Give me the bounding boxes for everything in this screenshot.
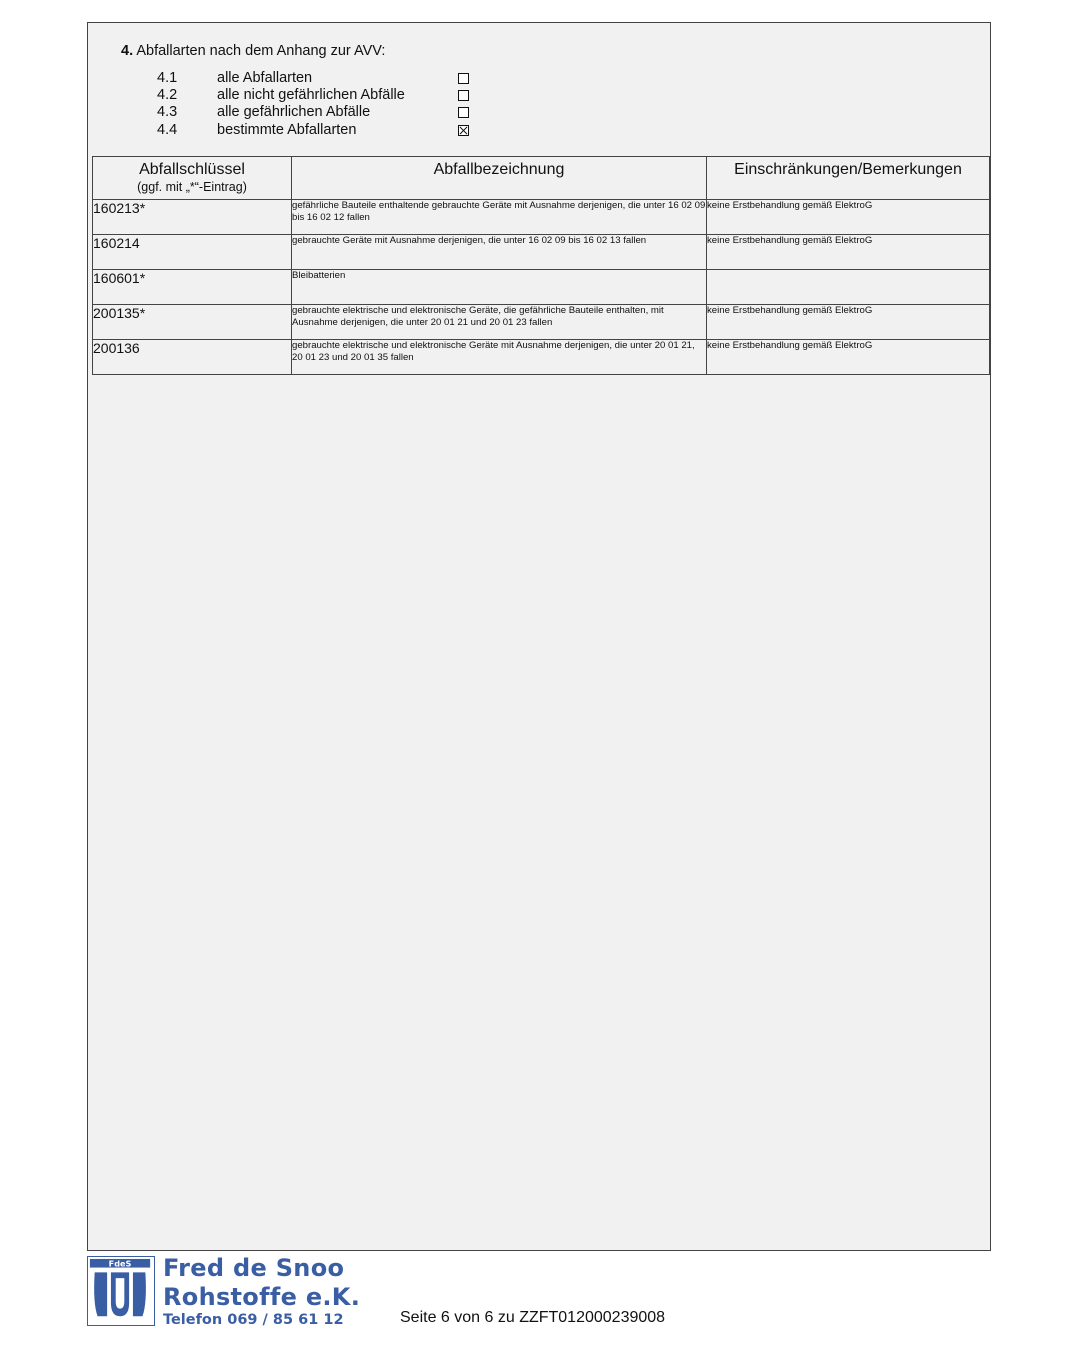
waste-description-cell: Bleibatterien [292,270,707,305]
table-row [93,200,990,235]
checkbox-non-hazardous[interactable] [458,90,469,101]
logo-letters: FdeS [108,1258,132,1269]
option-label: alle gefährlichen Abfälle [217,104,371,120]
remarks-cell: keine Erstbehandlung gemäß ElektroG [707,305,990,340]
remarks-cell: keine Erstbehandlung gemäß ElektroG [707,200,990,235]
option-label: bestimmte Abfallarten [217,122,357,138]
remarks-cell: keine Erstbehandlung gemäß ElektroG [707,235,990,270]
remarks-cell [707,270,990,305]
waste-description-cell: gebrauchte elektrische und elektronische Geräte, die gefährliche Bauteile enthalten, mit Ausnahme derjenigen, die unter 20 01 21 und 20 01 23 fallen [292,305,707,340]
company-phone: Telefon 069 / 85 61 12 [163,1312,344,1328]
table-row [93,305,990,340]
waste-code-cell: 160601* [93,270,292,305]
checkmark-x-icon [459,126,468,135]
waste-table [92,156,990,375]
header-waste-description: Abfallbezeichnung [292,157,707,200]
waste-description-cell: gebrauchte Geräte mit Ausnahme derjenigen, die unter 16 02 09 bis 16 02 13 fallen [292,235,707,270]
section-number: 4. [121,43,134,59]
waste-code-cell: 160213* [93,200,292,235]
option-number: 4.4 [157,122,178,138]
company-name-line1: Fred de Snoo [163,1254,345,1282]
table-row [93,270,990,305]
section-heading [121,43,385,59]
remarks-cell: keine Erstbehandlung gemäß ElektroG [707,340,990,375]
company-name-line2: Rohstoffe e.K. [163,1283,361,1311]
table-row [93,340,990,375]
waste-code-cell: 200135* [93,305,292,340]
waste-code-cell: 160214 [93,235,292,270]
header-remarks: Einschränkungen/Bemerkungen [707,157,990,200]
logo-emblem-icon [88,1257,153,1324]
checkbox-all-waste[interactable] [458,73,469,84]
option-number: 4.1 [157,70,178,86]
waste-description-cell: gefährliche Bauteile enthaltende gebrauchte Geräte mit Ausnahme derjenigen, die unter 16 02 09 bis 16 02 12 fallen [292,200,707,235]
section-title: Abfallarten nach dem Anhang zur AVV: [136,43,386,59]
page-footer: Seite 6 von 6 zu ZZFT012000239008 [400,1309,666,1326]
option-number: 4.3 [157,104,178,120]
option-number: 4.2 [157,87,178,103]
checkbox-hazardous[interactable] [458,107,469,118]
waste-code-cell: 200136 [93,340,292,375]
checkbox-specific-waste[interactable] [458,125,469,136]
table-header-row [93,157,990,200]
option-label: alle Abfallarten [217,70,313,86]
table-row [93,235,990,270]
header-waste-code: Abfallschlüssel (ggf. mit „*“-Eintrag) [93,157,292,200]
company-name-block [163,1254,360,1329]
waste-description-cell: gebrauchte elektrische und elektronische Geräte mit Ausnahme derjenigen, die unter 20 01 21, 20 01 23 und 20 01 35 fallen [292,340,707,375]
option-label: alle nicht gefährlichen Abfälle [217,87,405,103]
company-logo [87,1256,155,1326]
